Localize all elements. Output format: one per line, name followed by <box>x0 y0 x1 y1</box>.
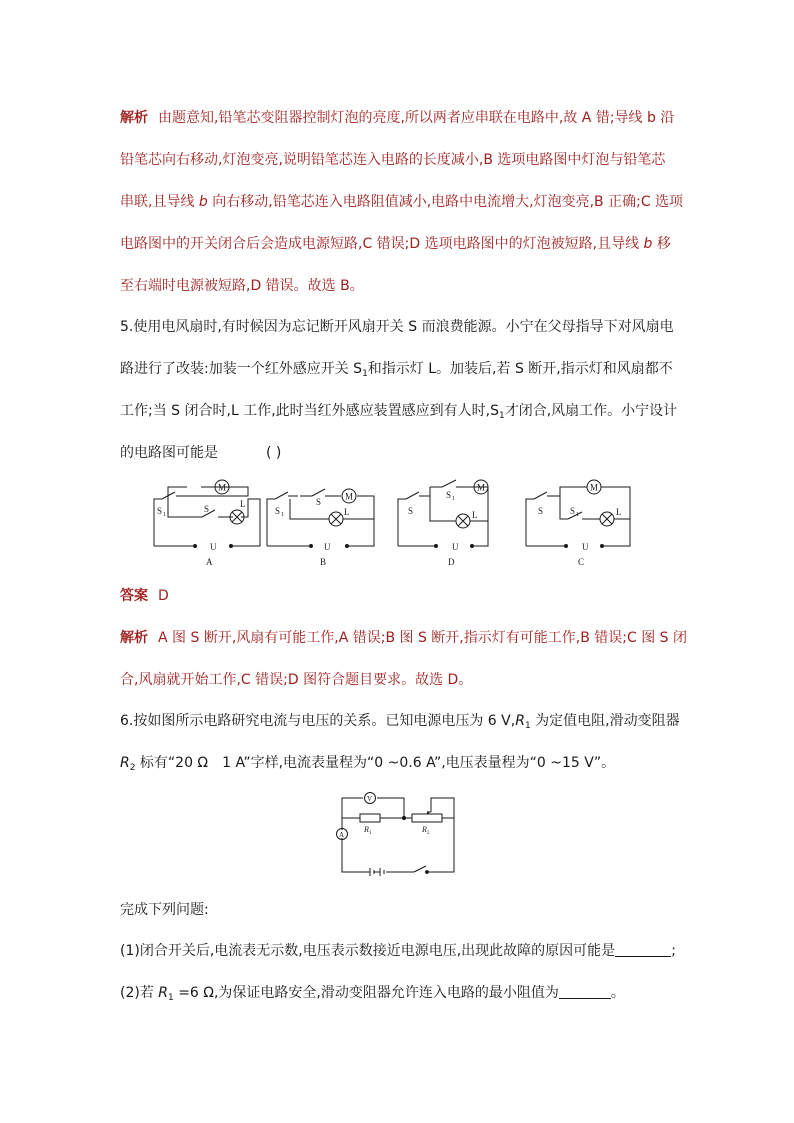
svg-text:U: U <box>210 542 217 552</box>
rheostat-r2 <box>412 814 442 822</box>
analysis4-line2: 铅笔芯向右移动,灯泡变亮,说明铅笔芯连入电路的长度减小,B 选项电路图中灯泡与铅笔芯 <box>120 152 666 168</box>
circuit-option-b <box>267 489 374 567</box>
svg-text:1: 1 <box>281 512 284 518</box>
svg-text:1: 1 <box>576 512 579 518</box>
answer-value: D <box>158 588 169 604</box>
svg-text:L: L <box>472 510 478 520</box>
analysis5-line2: 合,风扇就开始工作,C 错误;D 图符合题目要求。故选 D。 <box>120 672 473 688</box>
answer-blank-2[interactable] <box>559 986 611 999</box>
svg-text:S: S <box>570 506 576 516</box>
svg-text:S: S <box>204 504 210 514</box>
q5-line1: 5.使用电风扇时,有时候因为忘记断开风扇开关 S 而浪费能源。小宁在父母指导下对风扇电 <box>120 319 674 335</box>
svg-text:2: 2 <box>427 831 430 836</box>
q6-part1: (1)闭合开关后,电流表无示数,电压表示数接近电源电压,出现此故障的原因可能是 ; <box>120 943 676 959</box>
q5-line4: 的电路图可能是 ( ) <box>120 445 282 461</box>
svg-text:M: M <box>590 482 599 493</box>
switch-icon <box>414 866 426 872</box>
svg-text:S: S <box>408 506 414 516</box>
q5-circuit-figures <box>140 474 640 572</box>
svg-text:V: V <box>367 795 373 803</box>
svg-text:U: U <box>582 542 589 552</box>
answer-blank-1[interactable] <box>615 944 671 957</box>
svg-text:M: M <box>477 482 486 493</box>
svg-text:M: M <box>345 491 354 502</box>
svg-text:B: B <box>320 557 327 567</box>
svg-text:1: 1 <box>369 831 372 836</box>
analysis4-line3: 串联,且导线 b 向右移动,铅笔芯连入电路阻值减小,电路中电流增大,灯泡变亮,B 正确;C 选项 <box>120 194 684 210</box>
analysis-label: 解析 <box>120 110 148 126</box>
analysis4-line5: 至右端时电源被短路,D 错误。故选 B。 <box>120 278 364 294</box>
q6-prompt: 完成下列问题: <box>120 902 209 918</box>
svg-text:1: 1 <box>163 512 166 518</box>
svg-text:S: S <box>275 506 281 516</box>
svg-text:L: L <box>240 499 246 509</box>
resistor-r1 <box>360 814 380 822</box>
answer5-line <box>120 589 676 603</box>
q6-line1: 6.按如图所示电路研究电流与电压的关系。已知电源电压为 6 $V,R_1$ 为定值电阻,滑动变阻器 <box>120 713 680 731</box>
svg-text:1: 1 <box>452 496 455 502</box>
answer-label: 答案 <box>120 588 148 604</box>
svg-text:L: L <box>344 507 350 517</box>
answer-parentheses: ( ) <box>266 445 282 461</box>
q6-line2: $R_2$ 标有“20 Ω 1 A”字样,电流表量程为“0 ~0.6 A”,电压表量程为“0 ~15 V”。 <box>120 755 616 773</box>
q6-part2: (2)若 $R_1 =6$ Ω,为保证电路安全,滑动变阻器允许连入电路的最小阻值为 。 <box>120 985 625 1003</box>
circuit-option-c <box>526 480 630 567</box>
svg-text:S: S <box>538 506 544 516</box>
analysis4-line1: 解析 由题意知,铅笔芯变阻器控制灯泡的亮度,所以两者应串联在电路中,故 A 错;导线 b 沿 <box>120 110 675 126</box>
svg-text:A: A <box>339 831 345 839</box>
circuit-option-d <box>398 480 488 567</box>
svg-text:R: R <box>422 825 427 834</box>
svg-text:L: L <box>616 507 622 517</box>
svg-text:C: C <box>578 557 585 567</box>
circuit-option-a <box>154 480 260 567</box>
q5-line3: 工作;当 S 闭合时,L 工作,此时当红外感应装置感应到有人时$,S_1$才闭合,风扇工作。小宁设计 <box>120 403 678 421</box>
svg-text:S: S <box>157 506 163 516</box>
analysis-label: 解析 <box>120 630 148 646</box>
q5-line2: 路进行了改装:加装一个红外感应开关 $S_1$和指示灯 L。加装后,若 S 断开,指示灯和风扇都不 <box>120 361 673 379</box>
svg-text:R: R <box>364 825 369 834</box>
analysis4-line4: 电路图中的开关闭合后会造成电源短路,C 错误;D 选项电路图中的灯泡被短路,且导线 b 移 <box>120 236 671 252</box>
svg-text:S: S <box>446 490 452 500</box>
analysis5-line1: 解析 A 图 S 断开,风扇有可能工作,A 错误;B 图 S 断开,指示灯有可能工作,B 错误;C 图 S 闭 <box>120 630 687 646</box>
svg-text:M: M <box>218 482 227 493</box>
svg-text:S: S <box>316 497 322 507</box>
svg-text:U: U <box>324 542 331 552</box>
svg-text:D: D <box>448 557 455 567</box>
q6-circuit-figure <box>330 790 462 878</box>
svg-text:A: A <box>206 557 213 567</box>
svg-text:U: U <box>452 542 459 552</box>
